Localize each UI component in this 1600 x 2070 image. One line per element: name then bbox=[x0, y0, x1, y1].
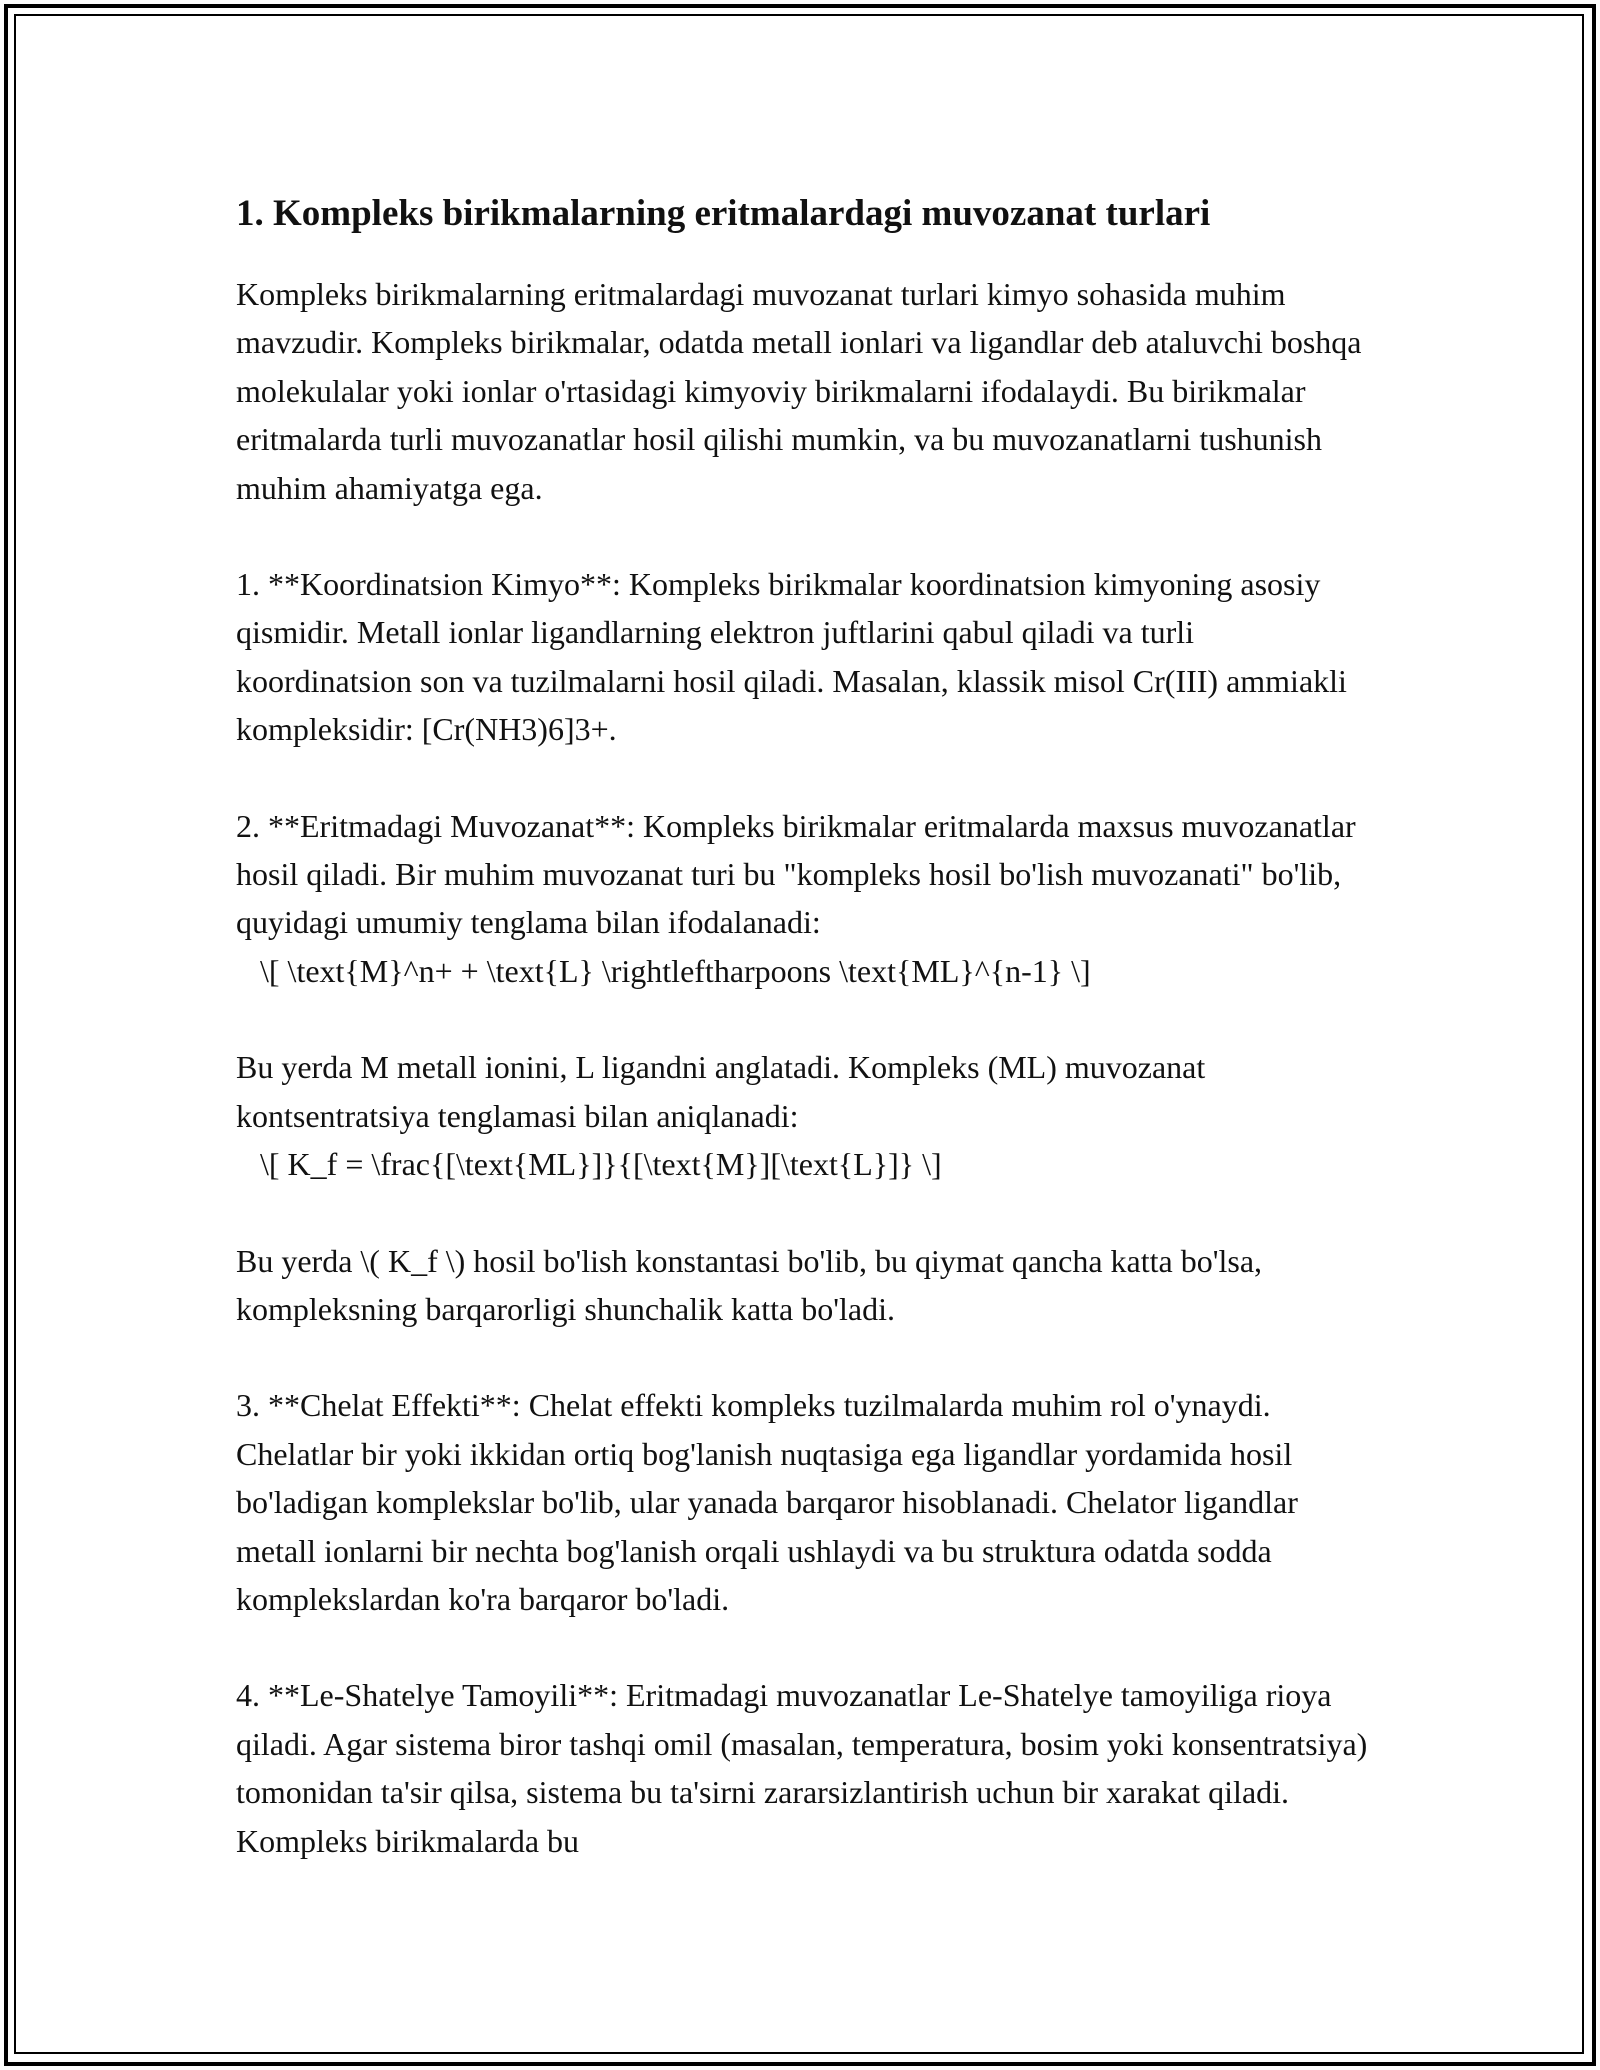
section-heading: 1. Kompleks birikmalarning eritmalardagi muvozanat turlari bbox=[236, 193, 1211, 234]
paragraph-eritmadagi-muvozanat: 2. **Eritmadagi Muvozanat**: Kompleks birikmalar eritmalarda maxsus muvozanatlar hosil qiladi. Bir muhim muvozanat turi bu "kompleks hosil bo'lish muvozanati" bo'lib, quyidagi umumiy tenglama bilan ifodalanadi: \[ \text{M}^n+ + \text{L} \rightleftharpoons \text{ML}^{n-1} \] bbox=[236, 807, 1356, 989]
paragraph-kf-explanation: Bu yerda \( K_f \) hosil bo'lish konstantasi bo'lib, bu qiymat qancha katta bo'lsa, kompleksning barqarorligi shunchalik katta bo'ladi. bbox=[236, 1242, 1271, 1327]
paragraph-chelat-effekti: 3. **Chelat Effekti**: Chelat effekti kompleks tuzilmalarda muhim rol o'ynaydi. Chelatlar bir yoki ikkidan ortiq bog'lanish nuqtasiga ega ligandlar yordamida hosil bo'ladigan komplekslar bo'lib, ular yanada barqaror hisoblanadi. Chelator ligandlar metall ionlarni bir nechta bog'lanish orqali ushlaydi va bu struktura odatda sodda komplekslardan ko'ra barqaror bo'ladi. bbox=[236, 1387, 1306, 1617]
document-body bbox=[236, 186, 1376, 1865]
paragraph-formation-constant: Bu yerda M metall ionini, L ligandni anglatadi. Kompleks (ML) muvozanat kontsentratsiya tenglamasi bilan aniqlanadi: \[ K_f = \frac{[\text{ML}]}{[\text{M}][\text{L}]} \] bbox=[236, 1049, 1206, 1183]
paragraph-le-shatelye: 4. **Le-Shatelye Tamoyili**: Eritmadagi muvozanatlar Le-Shatelye tamoyiliga rioya qiladi. Agar sistema biror tashqi omil (masalan, temperatura, bosim yoki konsentratsiya) tomonidan ta'sir qilsa, sistema bu ta'sirni zararsizlantirish uchun bir xarakat qiladi. Kompleks birikmalarda bu bbox=[236, 1677, 1376, 1859]
paragraph-koordinatsion-kimyo: 1. **Koordinatsion Kimyo**: Kompleks birikmalar koordinatsion kimyoning asosiy qismidir. Metall ionlar ligandlarning elektron juftlarini qabul qiladi va turli koordinatsion son va tuzilmalarni hosil qiladi. Masalan, klassik misol Cr(III) ammiakli kompleksidir: [Cr(NH3)6]3+. bbox=[236, 566, 1355, 748]
intro-paragraph: Kompleks birikmalarning eritmalardagi muvozanat turlari kimyo sohasida muhim mavzudir. Kompleks birikmalar, odatda metall ionlari va ligandlar deb ataluvchi boshqa molekulalar yoki ionlar o'rtasidagi kimyoviy birikmalarni ifodalaydi. Bu birikmalar eritmalarda turli muvozanatlar hosil qilishi mumkin, va bu muvozanatlarni tushunish muhim ahamiyatga ega. bbox=[236, 276, 1370, 506]
